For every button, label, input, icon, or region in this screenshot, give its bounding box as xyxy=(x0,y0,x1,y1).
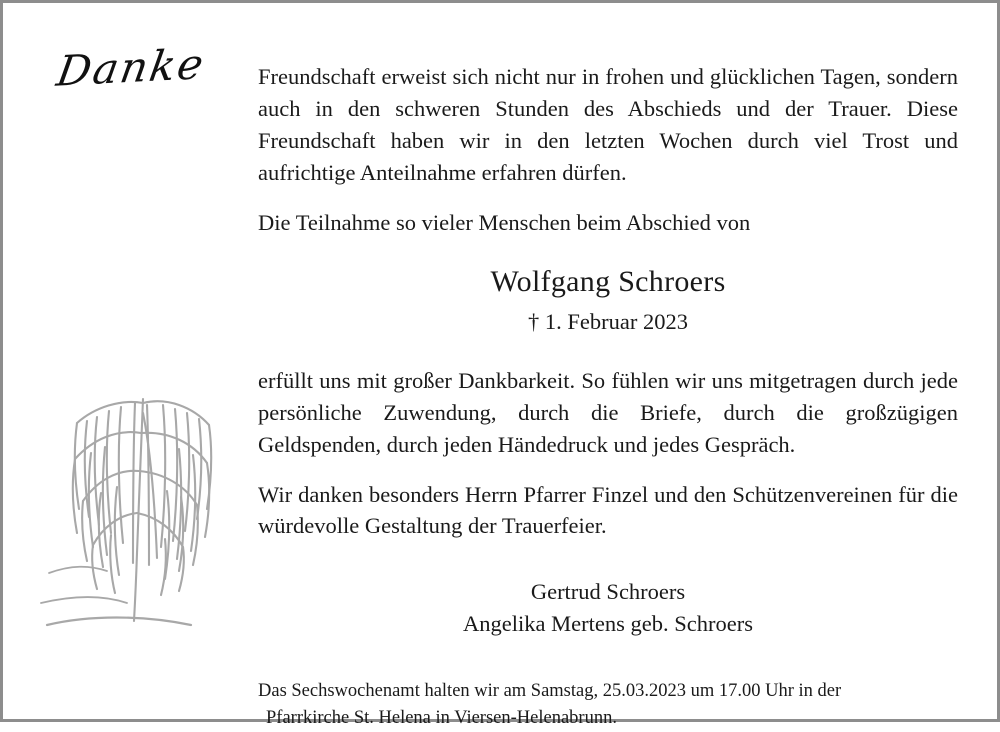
paragraph-gratitude-intro: Freundschaft erweist sich nicht nur in frohen und glücklichen Tagen, sondern auch in den schweren Stunden des Abschieds und der Trauer. Diese Freundschaft haben wir in den letzten Wochen durch viel Trost und aufrichtige Anteilnahme erfahren dürfen. xyxy=(258,64,958,185)
participation-intro-line: Die Teilnahme so vieler Menschen beim Abschied von xyxy=(258,209,751,235)
service-announcement-line-1: Das Sechswochenamt halten wir am Samstag, 25.03.2023 um 17.00 Uhr in der xyxy=(258,681,842,702)
service-announcement xyxy=(258,678,958,732)
card-inner xyxy=(3,3,997,729)
signer-name-1: Gertrud Schroers xyxy=(530,579,686,605)
paragraph-thankfulness: erfüllt uns mit großer Dankbarkeit. So fühlen wir uns mitgetragen durch jede persönliche Zuwendung, durch die Briefe, durch die großzügigen Geldspenden, durch jeden Händedruck und jedes Gespräch. xyxy=(258,367,958,457)
signer-name-2: Angelika Mertens geb. Schroers xyxy=(463,611,753,637)
deceased-name: Wolfgang Schroers xyxy=(490,264,726,298)
script-heading-danke: Danke xyxy=(53,39,209,96)
deceased-date: † 1. Februar 2023 xyxy=(528,308,688,334)
text-column xyxy=(258,61,958,732)
signers-block xyxy=(258,576,958,640)
service-announcement-line-2: Pfarrkirche St. Helena in Viersen-Helenabrunn. xyxy=(266,708,617,729)
paragraph-special-thanks: Wir danken besonders Herrn Pfarrer Finzel und den Schützenvereinen für die würdevolle Gestaltung der Trauerfeier. xyxy=(258,481,958,539)
weeping-willow-tree-icon xyxy=(31,303,241,633)
